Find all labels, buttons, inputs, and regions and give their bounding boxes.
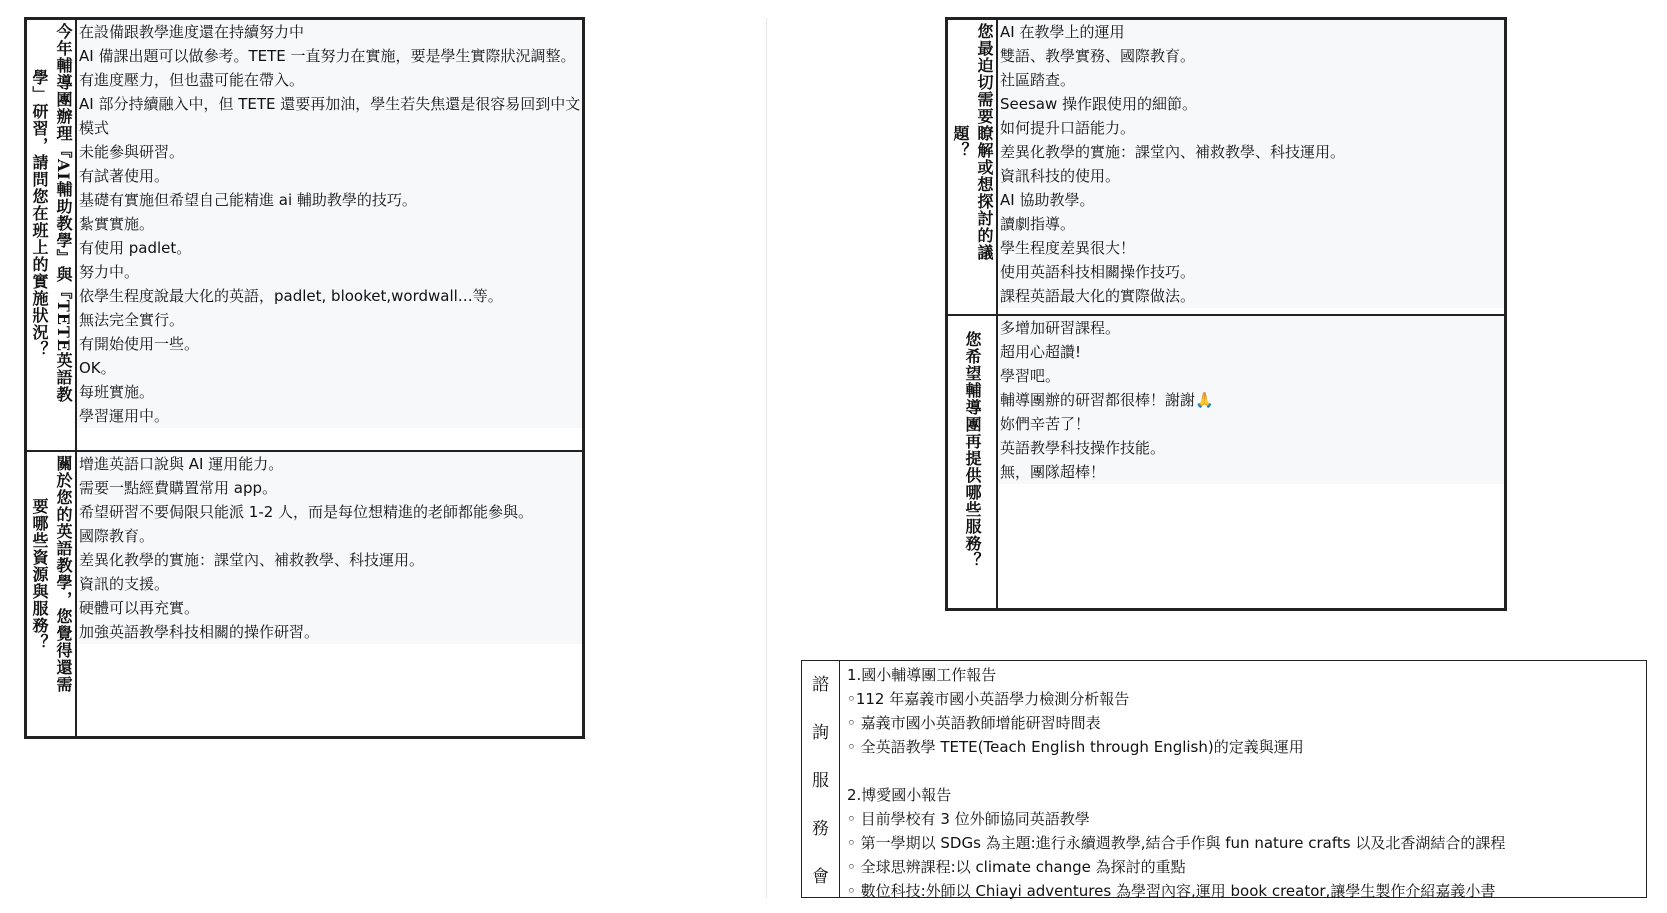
question-text-line-2: 要哪些資源與服務？	[30, 497, 49, 651]
answer-list	[998, 20, 1504, 308]
answer-item: 有使用 padlet。	[77, 236, 582, 260]
left-survey-table	[24, 17, 585, 739]
consultation-label	[802, 661, 840, 897]
answer-item: AI 備課出題可以做參考。TETE 一直努力在實施，要是學生實際狀況調整。	[77, 44, 582, 68]
answer-cell	[76, 451, 583, 737]
answer-item: 無法完全實行。	[77, 308, 582, 332]
list-item: ◦ 第一學期以 SDGs 為主題:進行永續週教學,結合手作與 fun nature crafts 以及北香湖結合的課程	[847, 834, 1506, 852]
answer-item: 加強英語教學科技相關的操作研習。	[77, 620, 582, 644]
answer-cell	[997, 19, 1505, 315]
table-row	[947, 315, 1505, 609]
answer-item: 國際教育。	[77, 524, 582, 548]
answer-item: 輔導團辦的研習都很棒！謝謝🙏	[998, 388, 1504, 412]
consultation-label-char: 會	[812, 867, 829, 887]
answer-item: 增進英語口說與 AI 運用能力。	[77, 452, 582, 476]
consultation-label-char: 詢	[812, 723, 829, 743]
consultation-label-char: 務	[812, 819, 829, 839]
section-title: 2.博愛國小報告	[847, 786, 952, 804]
answer-item: 英語教學科技操作技能。	[998, 436, 1504, 460]
list-item: ◦112 年嘉義市國小英語學力檢測分析報告	[847, 690, 1130, 708]
answer-item: 學生程度差異很大！	[998, 236, 1504, 260]
consultation-label-char: 諮	[812, 675, 829, 695]
answer-item: 無，團隊超棒！	[998, 460, 1504, 484]
answer-item: 有試著使用。	[77, 164, 582, 188]
answer-item: 超用心超讚!	[998, 340, 1504, 364]
list-item: ◦ 數位科技:外師以 Chiayi adventures 為學習內容,運用 book creator,讓學生製作介紹嘉義小書	[847, 882, 1496, 900]
answer-cell	[997, 315, 1505, 609]
answer-list	[77, 452, 582, 644]
answer-item: 未能參與研習。	[77, 140, 582, 164]
consultation-box	[801, 660, 1647, 898]
answer-item: 差異化教學的實施：課堂內、補救教學、科技運用。	[77, 548, 582, 572]
question-text-line-2: 題？	[951, 125, 970, 159]
question-cell	[947, 19, 997, 315]
answer-item: 在設備跟教學進度還在持續努力中	[77, 20, 582, 44]
answer-item: 社區踏查。	[998, 68, 1504, 92]
answer-item: AI 部分持續融入中，但 TETE 還要再加油，學生若失焦還是很容易回到中文模式	[77, 92, 582, 140]
answer-item: 需要一點經費購置常用 app。	[77, 476, 582, 500]
spacer	[847, 759, 1640, 783]
question-cell	[26, 19, 76, 451]
answer-item: 差異化教學的實施：課堂內、補救教學、科技運用。	[998, 140, 1504, 164]
answer-item: 學習吧。	[998, 364, 1504, 388]
question-cell	[26, 451, 76, 737]
section-title: 1.國小輔導團工作報告	[847, 666, 997, 684]
answer-item: 努力中。	[77, 260, 582, 284]
answer-item: 使用英語科技相關操作技巧。	[998, 260, 1504, 284]
question-text: 您希望輔導團再提供哪些服務？	[963, 331, 982, 569]
list-item: ◦ 目前學校有 3 位外師協同英語教學	[847, 810, 1090, 828]
answer-item: 基礎有實施但希望自己能精進 ai 輔助教學的技巧。	[77, 188, 582, 212]
table-row	[26, 19, 583, 451]
question-cell	[947, 315, 997, 609]
list-item: ◦ 全英語教學 TETE(Teach English through English)的定義與運用	[847, 738, 1304, 756]
question-text-line-1: 您最迫切需要瞭解或想探討的議	[975, 23, 994, 261]
answer-item: 學習運用中。	[77, 404, 582, 428]
answer-item: 課程英語最大化的實際做法。	[998, 284, 1504, 308]
question-text-line-2: 學」研習，請問您在班上的實施狀況？	[30, 68, 49, 358]
table-row	[26, 451, 583, 737]
answer-cell	[76, 19, 583, 451]
answer-item: 多增加研習課程。	[998, 316, 1504, 340]
list-item: ◦ 全球思辨課程:以 climate change 為探討的重點	[847, 858, 1186, 876]
answer-list	[998, 316, 1504, 484]
answer-item: AI 協助教學。	[998, 188, 1504, 212]
answer-item: 如何提升口語能力。	[998, 116, 1504, 140]
answer-item: 希望研習不要侷限只能派 1-2 人，而是每位想精進的老師都能參與。	[77, 500, 582, 524]
answer-item: OK。	[77, 356, 582, 380]
answer-item: 有開始使用一些。	[77, 332, 582, 356]
consultation-label-char: 服	[812, 771, 829, 791]
answer-item: 依學生程度說最大化的英語，padlet, blooket,wordwall…等。	[77, 284, 582, 308]
answer-item: 硬體可以再充實。	[77, 596, 582, 620]
answer-item: 紮實實施。	[77, 212, 582, 236]
right-survey-table	[945, 17, 1507, 611]
list-item: ◦ 嘉義市國小英語教師增能研習時間表	[847, 714, 1101, 732]
answer-item: 有進度壓力，但也盡可能在帶入。	[77, 68, 582, 92]
answer-list	[77, 20, 582, 428]
answer-item: 妳們辛苦了！	[998, 412, 1504, 436]
table-row	[947, 19, 1505, 315]
answer-item: 雙語、教學實務、國際教育。	[998, 44, 1504, 68]
answer-item: 資訊科技的使用。	[998, 164, 1504, 188]
answer-item: 讀劇指導。	[998, 212, 1504, 236]
answer-item: Seesaw 操作跟使用的細節。	[998, 92, 1504, 116]
answer-item: 每班實施。	[77, 380, 582, 404]
answer-item: AI 在教學上的運用	[998, 20, 1504, 44]
answer-item: 資訊的支援。	[77, 572, 582, 596]
question-text-line-1: 關於您的英語教學，您覺得還需	[54, 455, 73, 693]
page-divider	[766, 18, 767, 898]
question-text-line-1: 今年輔導團辦理『AI輔助教學』與『TETE英語教	[54, 23, 73, 404]
consultation-content	[847, 663, 1640, 903]
